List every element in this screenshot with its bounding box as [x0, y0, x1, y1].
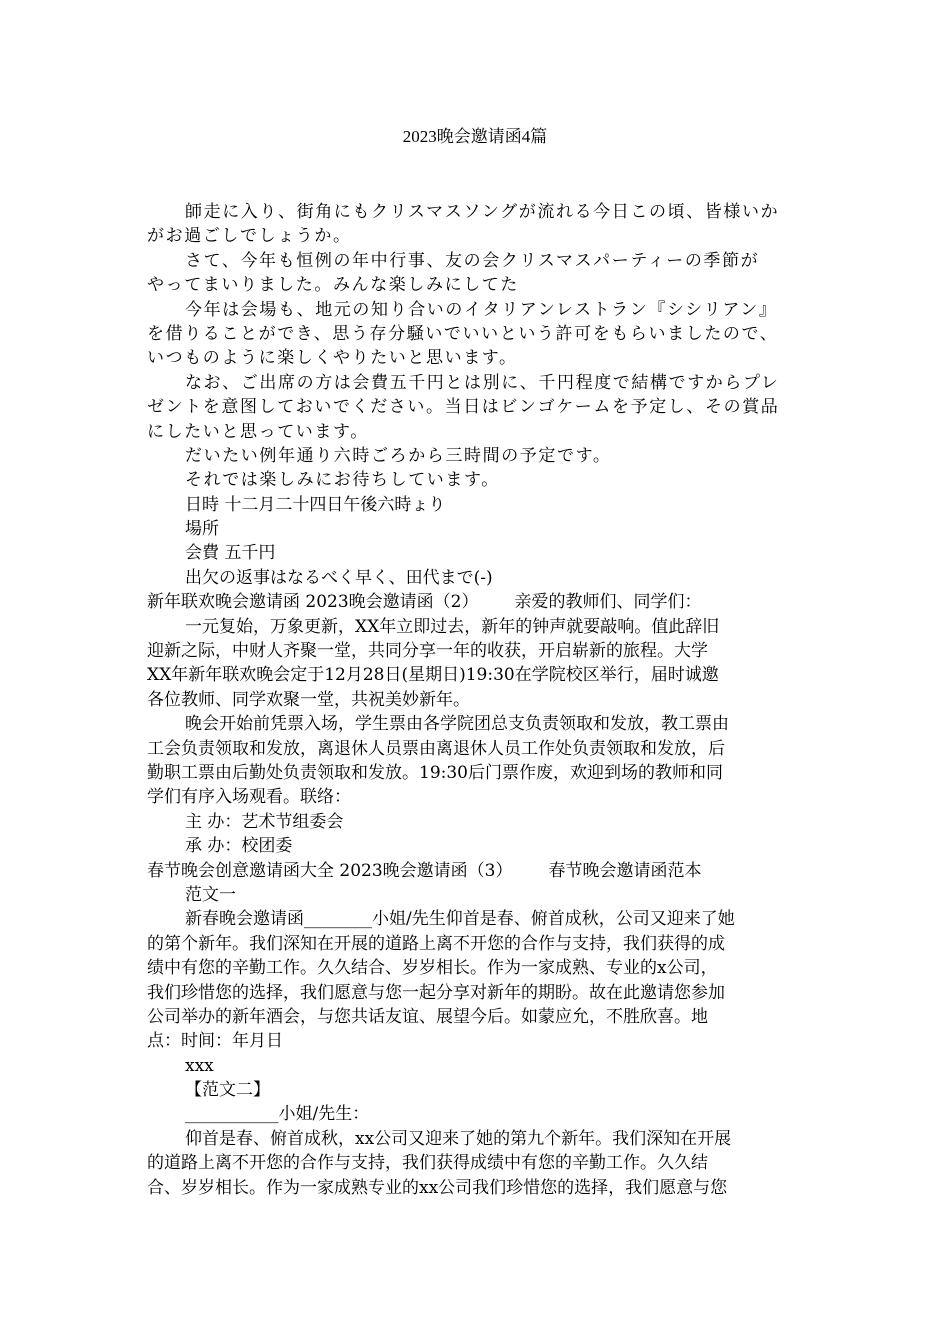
text-line	[147, 688, 807, 712]
text-line	[147, 298, 807, 322]
line-text: 绩中有您的辛勤工作。久久结合、岁岁相长。作为一家成熟、专业的x公司，	[147, 958, 718, 979]
text-line	[147, 322, 807, 346]
line-text: 主 办：艺术节组委会	[185, 811, 344, 832]
line-text: 范文一	[185, 884, 236, 905]
text-line	[147, 493, 807, 517]
document-title: 2023晚会邀请函4篇	[402, 127, 548, 146]
text-line	[147, 639, 807, 663]
line-text: 会費 五千円	[185, 543, 276, 564]
line-text: 我们珍惜您的选择，我们愿意与您一起分享对新年的期盼。故在此邀请您参加	[147, 982, 725, 1003]
line-text: 各位教师、同学欢聚一堂，共祝美妙新年。	[147, 689, 470, 710]
line-text: 日時 十二月二十四日午後六時ょり	[185, 494, 446, 515]
line-text: 場所	[185, 519, 219, 540]
text-line	[147, 420, 807, 444]
text-line	[147, 1151, 807, 1175]
line-text: がお過ごしでしょうか。	[147, 226, 352, 247]
line-text: 公司举办的新年酒会，与您共话友谊、展望今后。如蒙应允，不胜欣喜。地	[147, 1006, 708, 1027]
text-line	[147, 712, 807, 736]
text-line	[147, 932, 807, 956]
line-text: 新年联欢晚会邀请函 2023晚会邀请函（2）	[147, 592, 479, 613]
line-text: 勤职工票由后勤处负责领取和发放。19:30后门票作废，欢迎到场的教师和同	[147, 762, 723, 783]
line-text: 一元复始，万象更新，XX年立即过去，新年的钟声就要敲响。值此辞旧	[185, 616, 720, 637]
line-text: にしたいと思っています。	[147, 421, 369, 442]
text-line	[147, 834, 807, 858]
text-line	[147, 444, 807, 468]
text-line	[147, 956, 807, 980]
text-line	[147, 615, 807, 639]
text-line	[147, 761, 807, 785]
line-text: いつものように楽しくやりたいと思います。	[147, 348, 518, 369]
line-text: 工会负责领取和发放，离退休人员票由离退休人员工作处负责领取和发放，后	[147, 738, 725, 759]
text-line	[147, 590, 807, 614]
line-text: 学们有序入场观看。联络：	[147, 787, 351, 808]
line-text: なお、ご出席の方は会費五千円とは別に、千円程度で結構ですからプレ	[185, 372, 780, 393]
line-text: XX年新年联欢晚会定于12月28日(星期日)19:30在学院校区举行，届时诚邀	[147, 665, 719, 686]
text-line	[147, 1029, 807, 1053]
text-line	[147, 859, 807, 883]
line-text: だいたい例年通り六時ごろから三時間の予定です。	[185, 445, 612, 466]
line-text: 晚会开始前凭票入场，学生票由各学院团总支负责领取和发放，教工票由	[185, 714, 729, 735]
line-text: 点：时间：年月日	[147, 1031, 283, 1052]
line-text: 迎新之际，中财人齐聚一堂，共同分享一年的收获，开启崭新的旅程。大学	[147, 641, 708, 662]
text-line	[147, 1176, 807, 1200]
line-text: ___________小姐/先生：	[185, 1104, 370, 1125]
text-line	[147, 273, 807, 297]
line-text: 承 办：校团委	[185, 836, 293, 857]
line-tail-text: 亲爱的教师们、同学们：	[514, 592, 702, 613]
line-text: xxx	[185, 1055, 214, 1076]
text-line	[147, 517, 807, 541]
line-text: を借りることができ、思う存分騒いでいいという許可をもらいましたので、	[147, 323, 779, 344]
text-line	[147, 249, 807, 273]
text-line	[147, 395, 807, 419]
text-line	[147, 810, 807, 834]
line-text: 的第个新年。我们深知在开展的道路上离不开您的合作与支持，我们获得的成	[147, 933, 725, 954]
text-line	[147, 1127, 807, 1151]
line-text: 【范文二】	[185, 1080, 270, 1101]
line-text: 仰首是春、俯首成秋，xx公司又迎来了她的第九个新年。我们深知在开展	[185, 1128, 732, 1149]
text-line	[147, 541, 807, 565]
line-text: 新春晚会邀请函________小姐/先生仰首是春、俯首成秋，公司又迎来了她	[185, 909, 735, 930]
text-line	[147, 468, 807, 492]
text-line	[147, 566, 807, 590]
text-line	[147, 371, 807, 395]
text-line	[147, 1078, 807, 1102]
line-text: 的道路上离不开您的合作与支持，我们获得成绩中有您的辛勤工作。久久结	[147, 1153, 708, 1174]
line-tail-text: 春节晚会邀请函范本	[548, 860, 702, 881]
line-text: 出欠の返事はなるべく早く、田代まで(-)	[185, 567, 493, 588]
text-line	[147, 1102, 807, 1126]
text-line	[147, 1005, 807, 1029]
text-line	[147, 907, 807, 931]
line-text: 春节晚会创意邀请函大全 2023晚会邀请函（3）	[147, 860, 513, 881]
line-text: ゼントを意图しておいでください。当日はビンゴケームを予定し、その賞品	[147, 397, 780, 418]
text-line	[147, 663, 807, 687]
line-text: 師走に入り、街角にもクリスマスソングが流れる今日この頃、皆様いか	[185, 202, 780, 222]
text-line	[147, 200, 807, 224]
line-text: 合、岁岁相长。作为一家成熟专业的xx公司我们珍惜您的选择，我们愿意与您	[147, 1177, 728, 1198]
line-text: 今年は会場も、地元の知り合いのイタリアンレストラン『シシリアン』	[185, 299, 778, 320]
text-line	[147, 981, 807, 1005]
line-text: それでは楽しみにお待ちしています。	[185, 470, 500, 491]
text-line	[147, 346, 807, 370]
line-text: やってまいりました。みんな楽しみにしてた	[147, 275, 519, 296]
document-body	[147, 200, 807, 1200]
text-line	[147, 224, 807, 248]
text-line	[147, 883, 807, 907]
line-text: さて、今年も恒例の年中行事、友の会クリスマスパーティーの季節が	[185, 250, 760, 271]
text-line	[147, 1054, 807, 1078]
text-line	[147, 737, 807, 761]
text-line	[147, 785, 807, 809]
